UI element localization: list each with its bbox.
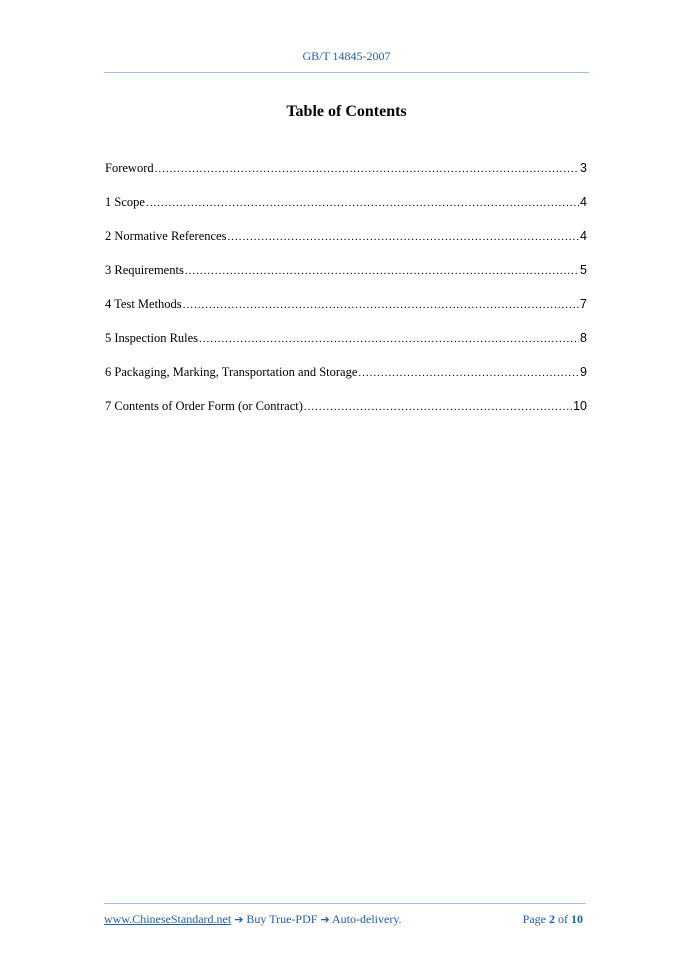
toc-entry-label: 4 Test Methods bbox=[105, 297, 182, 311]
toc-dot-leader bbox=[146, 197, 579, 209]
toc-entry-label: Foreword bbox=[105, 161, 154, 175]
toc-entry-foreword[interactable] bbox=[105, 161, 587, 195]
toc-entry-label: 2 Normative References bbox=[105, 229, 227, 243]
toc-entry-label: 3 Requirements bbox=[105, 263, 184, 277]
toc-entry-label: 1 Scope bbox=[105, 195, 145, 209]
arrow-right-icon: ➔ bbox=[320, 913, 330, 926]
toc-dot-leader bbox=[155, 163, 579, 175]
toc-dot-leader bbox=[304, 401, 572, 413]
site-link[interactable]: www.ChineseStandard.net bbox=[104, 912, 232, 926]
running-header: GB/T 14845-2007 bbox=[302, 49, 391, 63]
toc-dot-leader bbox=[183, 299, 579, 311]
toc-entry-page: 5 bbox=[580, 263, 587, 277]
page-of: of bbox=[558, 912, 568, 926]
toc-entry-page: 4 bbox=[580, 229, 587, 243]
toc-title: Table of Contents bbox=[286, 103, 407, 120]
toc-entry-page: 3 bbox=[580, 161, 587, 175]
toc-entry-page: 7 bbox=[580, 297, 587, 311]
toc-entry-test-methods[interactable] bbox=[105, 297, 587, 331]
toc-entry-requirements[interactable] bbox=[105, 263, 587, 297]
toc-entry-inspection-rules[interactable] bbox=[105, 331, 587, 365]
toc-entry-page: 9 bbox=[580, 365, 587, 379]
footer-divider bbox=[104, 903, 586, 904]
toc-entry-packaging[interactable] bbox=[105, 365, 587, 399]
toc-dot-leader bbox=[227, 231, 579, 243]
page-number bbox=[523, 912, 583, 927]
page-prefix: Page bbox=[522, 912, 546, 926]
toc-entry-label: 6 Packaging, Marking, Transportation and Storage bbox=[105, 365, 358, 379]
page-current: 2 bbox=[549, 912, 555, 926]
arrow-right-icon: ➔ bbox=[234, 913, 244, 926]
auto-delivery-text: Auto-delivery. bbox=[332, 912, 402, 926]
toc-dot-leader bbox=[199, 333, 579, 345]
toc-list bbox=[105, 161, 587, 433]
toc-entry-page: 4 bbox=[580, 195, 587, 209]
toc-entry-label: 5 Inspection Rules bbox=[105, 331, 199, 345]
toc-entry-label: 7 Contents of Order Form (or Contract) bbox=[105, 399, 303, 413]
toc-dot-leader bbox=[358, 367, 579, 379]
toc-dot-leader bbox=[185, 265, 579, 277]
toc-entry-order-form[interactable] bbox=[105, 399, 587, 433]
toc-entry-page: 10 bbox=[573, 399, 587, 413]
toc-entry-page: 8 bbox=[580, 331, 587, 345]
page-total: 10 bbox=[571, 912, 583, 926]
header-divider bbox=[104, 72, 589, 73]
toc-entry-normative-references[interactable] bbox=[105, 229, 587, 263]
toc-entry-scope[interactable] bbox=[105, 195, 587, 229]
buy-true-pdf-text: Buy True-PDF bbox=[246, 912, 318, 926]
footer-promo bbox=[104, 912, 402, 927]
